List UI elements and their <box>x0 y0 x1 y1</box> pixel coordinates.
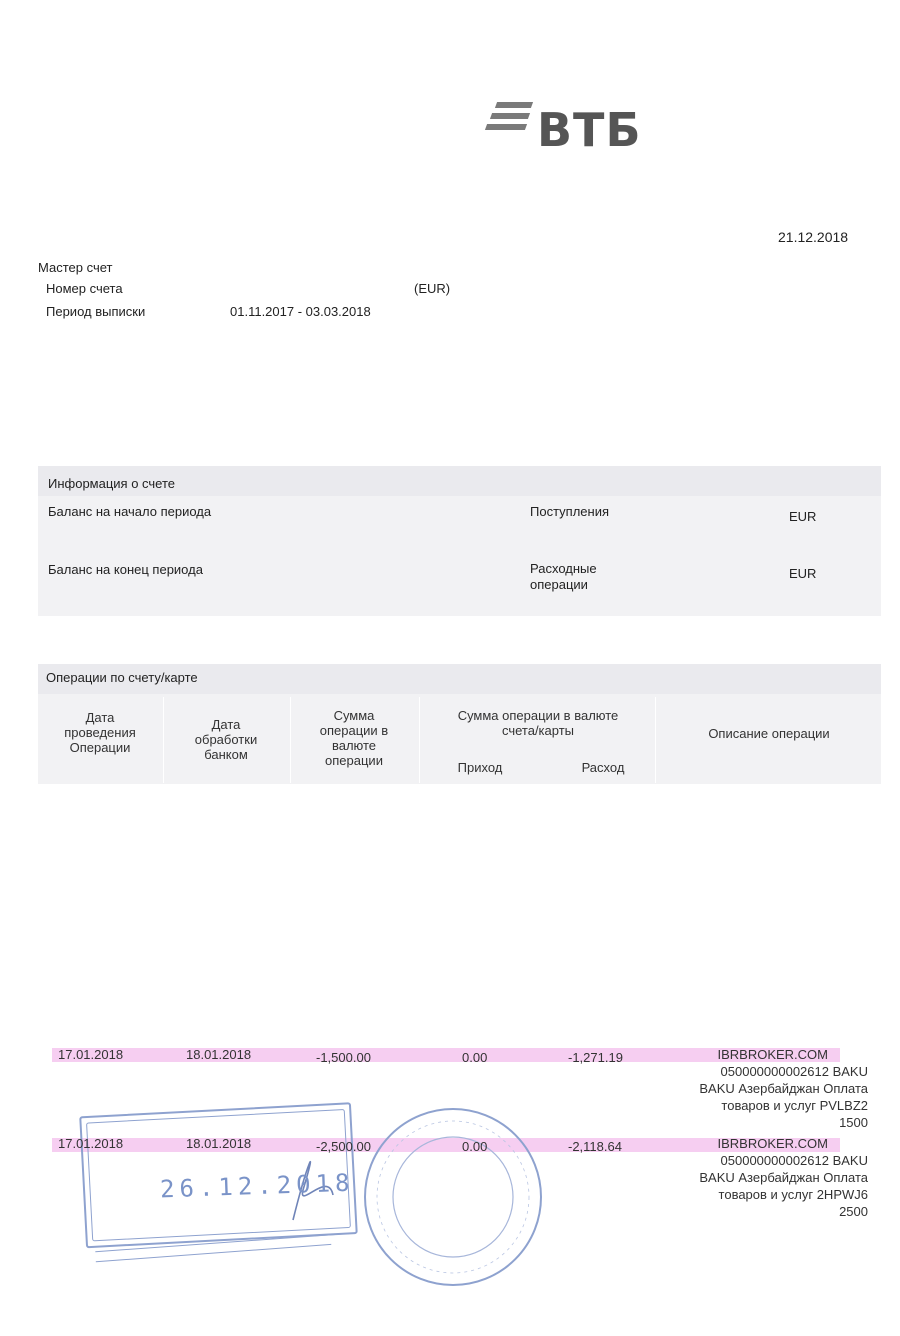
row2-income: 0.00 <box>462 1139 488 1154</box>
col-header-amount: Сумма операции в валюте операции <box>319 708 389 768</box>
row1-bank-date: 18.01.2018 <box>186 1047 252 1062</box>
row1-expense: -1,271.19 <box>568 1050 623 1065</box>
document-date: 21.12.2018 <box>778 229 849 245</box>
col-divider <box>655 697 656 783</box>
row2-expense: -2,118.64 <box>568 1139 622 1154</box>
master-account-label: Мастер счет <box>38 260 113 275</box>
col-divider <box>290 697 291 783</box>
col-divider <box>163 697 164 783</box>
stamp-date: 26.12.2018 <box>159 1168 355 1204</box>
row2-amount: -2,500.00 <box>316 1139 371 1154</box>
operations-title: Операции по счету/карте <box>46 670 198 685</box>
col-header-bank-date: Дата обработки банком <box>194 717 258 762</box>
bank-seal-circle <box>358 1102 548 1292</box>
statement-period-label: Период выписки <box>46 304 146 319</box>
statement-period-value: 01.11.2017 - 03.03.2018 <box>230 304 371 319</box>
col-header-op-date: Дата проведения Операции <box>64 710 136 755</box>
stamp-date-wrap <box>78 1100 368 1270</box>
expense-label-line2: операции <box>530 577 588 592</box>
row1-description: IBRBROKER.COM 050000000002612 BAKU BAKU Азербайджан Оплата товаров и услуг PVLBZ2 1500 <box>699 1047 868 1130</box>
expense-currency: EUR <box>789 566 817 581</box>
expense-label <box>530 561 597 593</box>
opening-balance-label: Баланс на начало периода <box>48 504 212 519</box>
col-divider <box>419 697 420 783</box>
vtb-logo <box>482 98 652 168</box>
income-label: Поступления <box>530 504 610 519</box>
row1-income: 0.00 <box>462 1050 488 1065</box>
income-currency: EUR <box>789 509 817 524</box>
col-header-expense: Расход <box>581 760 625 775</box>
row1-op-date: 17.01.2018 <box>58 1047 124 1062</box>
row2-bank-date: 18.01.2018 <box>186 1136 252 1151</box>
account-info-title: Информация о счете <box>48 476 176 491</box>
account-currency: (EUR) <box>414 281 451 296</box>
logo-wordmark: ВТБ <box>537 103 642 157</box>
closing-balance-label: Баланс на конец периода <box>48 562 203 577</box>
expense-label-line1: Расходные <box>530 561 597 576</box>
row2-description: IBRBROKER.COM 050000000002612 BAKU BAKU Азербайджан Оплата товаров и услуг 2HPWJ6 2500 <box>699 1136 868 1219</box>
col-header-account-amount: Сумма операции в валюте счета/карты <box>457 708 619 738</box>
row2-op-date: 17.01.2018 <box>58 1136 124 1151</box>
row1-amount: -1,500.00 <box>316 1050 371 1065</box>
account-number-label: Номер счета <box>46 281 123 296</box>
col-header-description: Описание операции <box>708 726 830 741</box>
col-header-income: Приход <box>457 760 503 775</box>
